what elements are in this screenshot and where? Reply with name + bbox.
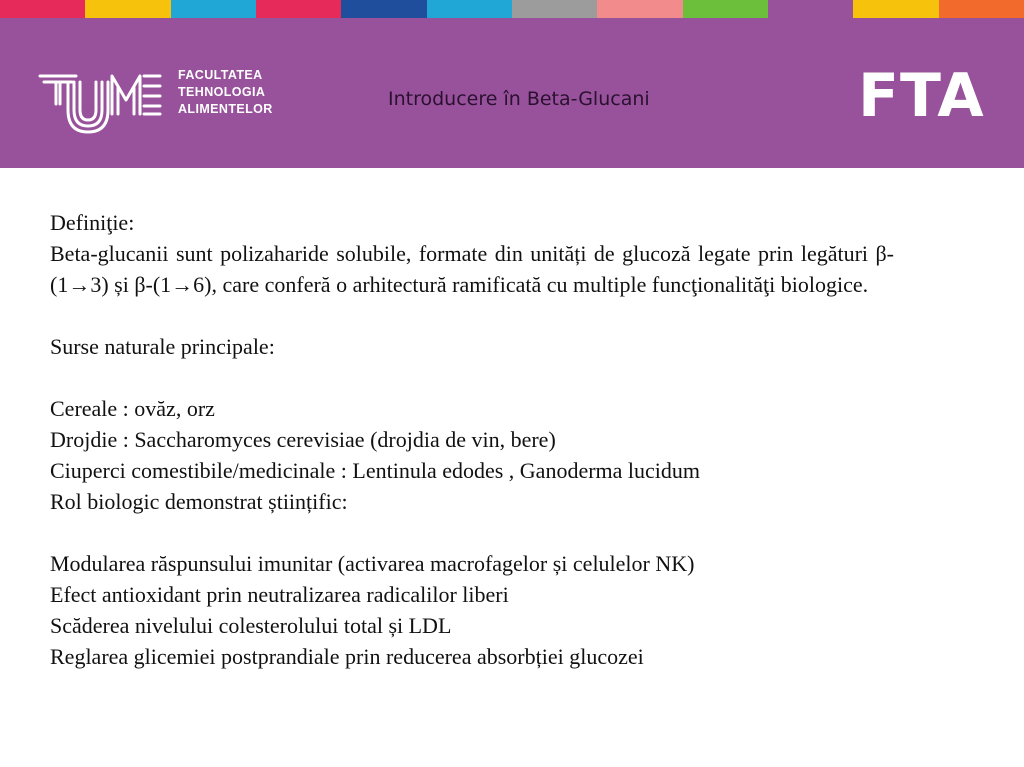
role-item: Scăderea nivelului colesterolului total și LDL bbox=[50, 613, 452, 638]
color-segment bbox=[0, 0, 85, 18]
role-heading: Rol biologic demonstrat științific: bbox=[50, 489, 348, 514]
source-item: Cereale : ovăz, orz bbox=[50, 396, 215, 421]
faculty-line: TEHNOLOGIA bbox=[178, 85, 266, 99]
source-item: Ciuperci comestibile/medicinale : Lentinula edodes , Ganoderma lucidum bbox=[50, 458, 701, 483]
color-segment bbox=[597, 0, 682, 18]
color-segment bbox=[85, 0, 170, 18]
faculty-line: ALIMENTELOR bbox=[178, 102, 273, 116]
color-segment bbox=[853, 0, 938, 18]
definition-text: Beta-glucanii sunt polizaharide solubile, formate din unități de glucoză legate prin legături β-(1→3) și β-(1→6), care conferă o arhitectură ramificată cu multiple funcţionalităţi biologice. bbox=[50, 241, 894, 297]
spacer bbox=[50, 362, 894, 393]
color-segment bbox=[768, 0, 853, 18]
slide-title: Introducere în Beta-Glucani bbox=[388, 88, 650, 110]
role-item: Efect antioxidant prin neutralizarea radicalilor liberi bbox=[50, 582, 509, 607]
definition-heading: Definiţie: bbox=[50, 210, 135, 235]
color-segment bbox=[683, 0, 768, 18]
source-item: Drojdie : Saccharomyces cerevisiae (drojdia de vin, bere) bbox=[50, 427, 556, 452]
faculty-name bbox=[178, 67, 273, 118]
spacer bbox=[50, 300, 894, 331]
faculty-line: FACULTATEA bbox=[178, 68, 263, 82]
slide-content bbox=[50, 207, 894, 672]
color-segment bbox=[939, 0, 1024, 18]
spacer bbox=[50, 517, 894, 548]
color-segment bbox=[341, 0, 426, 18]
color-strip bbox=[0, 0, 1024, 18]
color-segment bbox=[427, 0, 512, 18]
color-segment bbox=[256, 0, 341, 18]
color-segment bbox=[171, 0, 256, 18]
role-item: Modularea răspunsului imunitar (activarea macrofagelor și celulelor NK) bbox=[50, 551, 695, 576]
role-item: Reglarea glicemiei postprandiale prin reducerea absorbției glucozei bbox=[50, 644, 644, 669]
color-segment bbox=[512, 0, 597, 18]
fta-logo: FTA bbox=[858, 61, 985, 131]
sources-heading: Surse naturale principale: bbox=[50, 334, 275, 359]
university-logo bbox=[36, 64, 164, 140]
